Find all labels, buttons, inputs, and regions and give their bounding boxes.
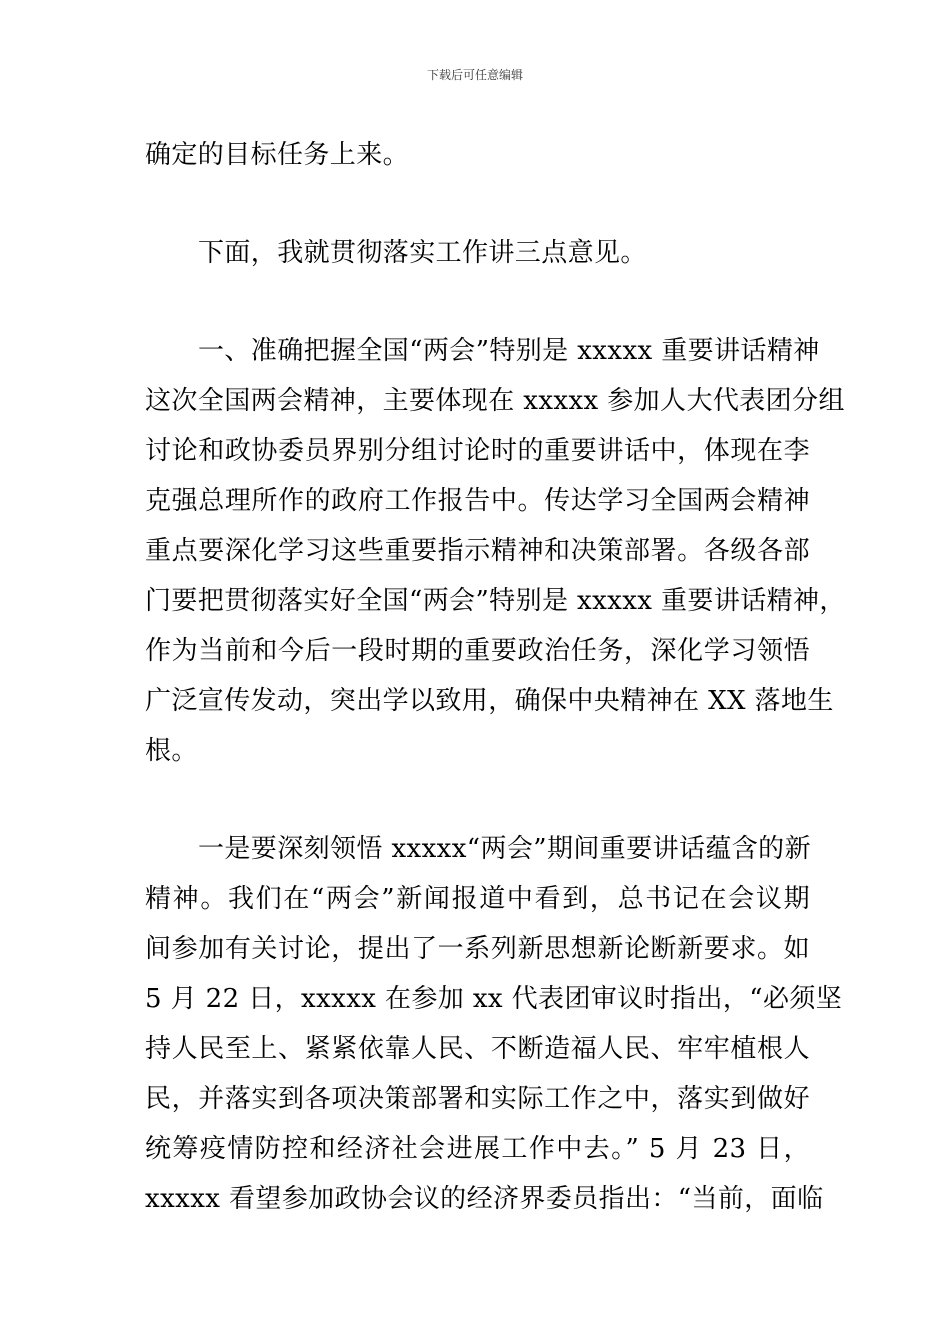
body-line: 确定的目标任务上来。 [145,140,410,170]
document-body [145,130,846,1224]
body-line: 民，并落实到各项决策部署和实际工作之中，落实到做好 [145,1084,810,1114]
body-line: 这次全国两会精神，主要体现在 xxxxx 参加人大代表团分组 [145,386,845,416]
paragraph-gap [145,180,810,228]
body-line: 一是要深刻领悟 xxxxx“两会”期间重要讲话蕴含的新 [198,834,811,864]
paragraph-gap [145,278,810,326]
body-line: 门要把贯彻落实好全国“两会”特别是 xxxxx 重要讲话精神， [145,586,846,616]
body-line: 广泛宣传发动，突出学以致用，确保中央精神在 XX 落地生 [145,686,834,716]
page-header: 下载后可任意编辑 [426,68,523,82]
body-line: 5 月 22 日，xxxxx 在参加 xx 代表团审议时指出，“必须坚 [145,984,843,1014]
body-line: 持人民至上、紧紧依靠人民、不断造福人民、牢牢植根人 [145,1034,810,1064]
body-line: 克强总理所作的政府工作报告中。传达学习全国两会精神 [145,486,810,516]
body-line: 重点要深化学习这些重要指示精神和决策部署。各级各部 [145,536,810,566]
paragraph-gap [145,776,810,824]
body-line: 精神。我们在“两会”新闻报道中看到，总书记在会议期 [145,884,810,914]
body-line: 根。 [145,736,198,766]
body-line: 作为当前和今后一段时期的重要政治任务，深化学习领悟 [145,636,810,666]
body-line: 统筹疫情防控和经济社会进展工作中去。” 5 月 23 日， [145,1134,810,1164]
body-line: 间参加有关讨论，提出了一系列新思想新论断新要求。如 [145,934,810,964]
body-line: 讨论和政协委员界别分组讨论时的重要讲话中，体现在李 [145,436,810,466]
body-line: 下面，我就贯彻落实工作讲三点意见。 [198,238,647,268]
section-heading: 一、准确把握全国“两会”特别是 xxxxx 重要讲话精神 [198,336,820,366]
body-line: xxxxx 看望参加政协会议的经济界委员指出：“当前，面临 [145,1184,824,1214]
